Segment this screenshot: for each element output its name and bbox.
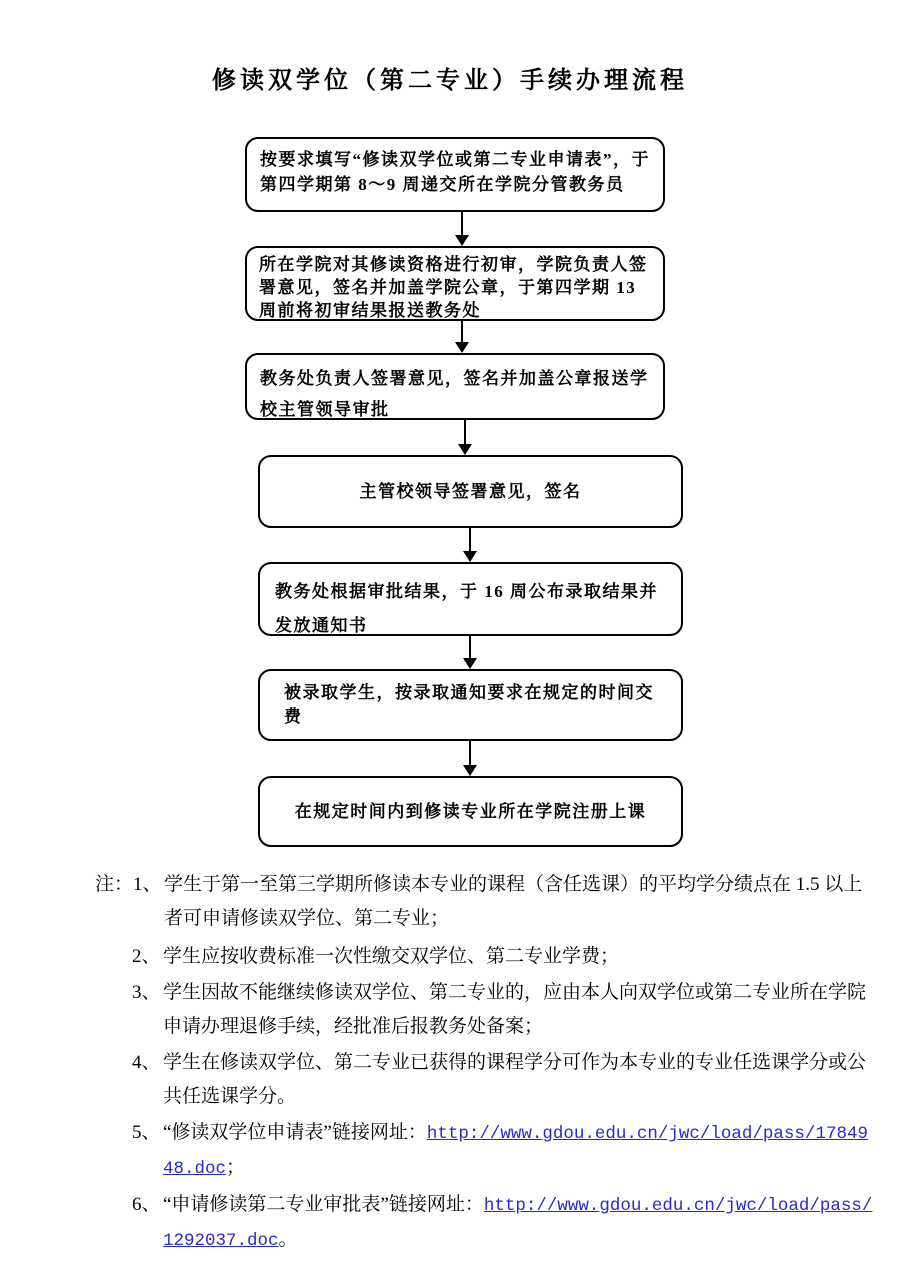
flow-step-7 (258, 776, 683, 847)
note-6-label: “申请修读第二专业审批表”链接网址： (163, 1194, 484, 1215)
note-text (163, 1188, 877, 1258)
flow-step-5-text: 教务处根据审批结果，于 16 周公布录取结果并发放通知书 (275, 582, 658, 635)
note-number: 5、 (132, 1122, 161, 1143)
note-text (163, 1116, 877, 1186)
note-number: 4、 (132, 1052, 161, 1073)
arrow-down-icon (463, 551, 477, 562)
flow-arrow-3 (458, 420, 472, 455)
flow-arrow-6 (463, 741, 477, 776)
flow-step-3-text: 教务处负责人签署意见，签名并加盖公章报送学校主管领导审批 (260, 369, 649, 419)
note-item-2 (95, 940, 877, 974)
note-item-3 (95, 976, 877, 1044)
flow-step-6 (258, 669, 683, 741)
flow-step-4 (258, 455, 683, 528)
arrow-down-icon (455, 342, 469, 353)
note-text: 学生因故不能继续修读双学位、第二专业的，应由本人向双学位或第二专业所在学院申请办理退修手续，经批准后报教务处备案； (163, 982, 867, 1037)
flow-step-5 (258, 562, 683, 636)
arrow-down-icon (463, 765, 477, 776)
note-item-1 (95, 868, 877, 936)
arrow-down-icon (463, 658, 477, 669)
note-text: 学生于第一至第三学期所修读本专业的课程（含任选课）的平均学分绩点在 1.5 以上者可申请修读双学位、第二专业； (164, 874, 863, 929)
flow-arrow-1 (455, 212, 469, 246)
notes-lead-label: 注： (95, 874, 134, 895)
arrow-down-icon (458, 444, 472, 455)
note-item-5 (95, 1116, 877, 1186)
flow-step-1-text: 按要求填写“修读双学位或第二专业申请表”，于第四学期第 8～9 周递交所在学院分管教务员 (260, 150, 650, 194)
flow-step-2-text: 所在学院对其修读资格进行初审，学院负责人签署意见，签名并加盖学院公章，于第四学期 13 周前将初审结果报送教务处 (259, 255, 648, 320)
note-6-punctuation: 。 (278, 1229, 298, 1250)
note-number: 3、 (132, 982, 161, 1003)
note-number: 1、 (133, 874, 162, 895)
note-text: 学生应按收费标准一次性缴交双学位、第二专业学费； (163, 946, 620, 967)
arrow-shaft (461, 321, 463, 342)
arrow-shaft (469, 741, 471, 765)
arrow-shaft (469, 636, 471, 658)
note-number: 6、 (132, 1194, 161, 1215)
page-title: 修读双学位（第二专业）手续办理流程 (212, 68, 688, 94)
note-number: 2、 (132, 946, 161, 967)
flow-step-1 (245, 137, 665, 212)
approval-form-link[interactable]: http://www.gdou.edu.cn/jwc/load/pass/1292037.doc (163, 1196, 873, 1251)
note-item-4 (95, 1046, 877, 1114)
note-item-6 (95, 1188, 877, 1258)
arrow-shaft (464, 420, 466, 444)
notes-section (95, 868, 877, 1260)
arrow-down-icon (455, 235, 469, 246)
arrow-shaft (461, 212, 463, 235)
flow-step-3 (245, 353, 665, 420)
note-5-punctuation: ； (226, 1157, 246, 1178)
arrow-shaft (469, 528, 471, 551)
flow-arrow-2 (455, 321, 469, 353)
flow-step-4-text: 主管校领导签署意见，签名 (359, 481, 582, 501)
application-form-link[interactable]: http://www.gdou.edu.cn/jwc/load/pass/1784948.doc (163, 1124, 868, 1179)
flow-step-2 (245, 246, 665, 321)
note-5-label: “修读双学位申请表”链接网址： (163, 1122, 427, 1143)
flow-step-6-text: 被录取学生，按录取通知要求在规定的时间交费 (284, 683, 654, 726)
note-text: 学生在修读双学位、第二专业已获得的课程学分可作为本专业的专业任选课学分或公共任选课学分。 (163, 1052, 867, 1107)
flow-arrow-4 (463, 528, 477, 562)
flow-arrow-5 (463, 636, 477, 669)
flow-step-7-text: 在规定时间内到修读专业所在学院注册上课 (294, 801, 647, 821)
